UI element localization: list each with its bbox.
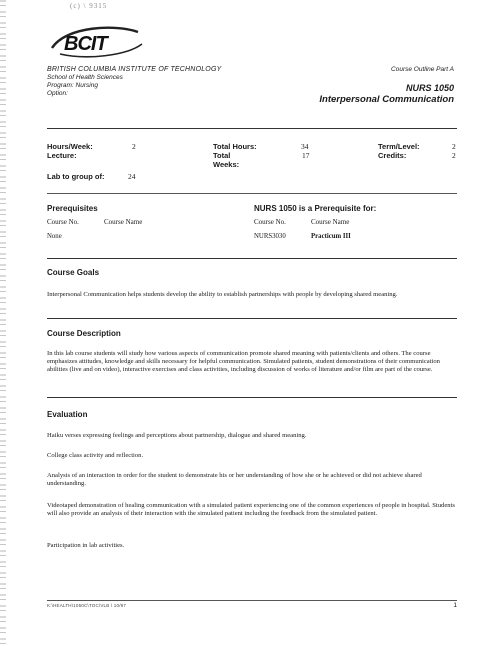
- footer-file-ref: K:\HEALTH\1050C\TOC\VLB \ 10/97: [47, 603, 127, 608]
- course-code: NURS 1050: [405, 83, 454, 93]
- page-number: 1: [453, 602, 457, 609]
- lecture-label: Lecture:: [47, 151, 77, 160]
- hours-week-value: 2: [132, 142, 136, 151]
- top-scan-mark: (c) \ 9315: [70, 2, 108, 10]
- evaluation-item-1: Haiku verses expressing feelings and perceptions about partnership, dialogue and shared meaning.: [47, 432, 307, 439]
- lab-group-value: 24: [128, 172, 136, 181]
- outline-part: Course Outline Part A: [391, 66, 454, 73]
- evaluation-item-4: Videotaped demonstration of healing communication with a simulated patient experiencing one of the common experiences of people in hospital. Students will also provide an analysis of their interaction with the simulated patient including the feedback from the simulated patient.: [47, 502, 455, 517]
- total-weeks-label-line1: Total: [213, 151, 231, 160]
- course-description-heading: Course Description: [47, 329, 121, 338]
- evaluation-heading: Evaluation: [47, 410, 88, 419]
- prereq-for-course-name-header: Course Name: [311, 218, 350, 226]
- bcit-logo-icon: [46, 24, 146, 60]
- institution-name: BRITISH COLUMBIA INSTITUTE OF TECHNOLOGY: [47, 66, 222, 73]
- course-title: Interpersonal Communication: [319, 94, 454, 105]
- hours-week-label: Hours/Week:: [47, 142, 93, 151]
- total-weeks-label-line2: Weeks:: [213, 160, 240, 169]
- institution-block: [47, 66, 221, 98]
- prerequisites-heading: Prerequisites: [47, 204, 98, 213]
- course-id-block: [319, 66, 454, 105]
- total-hours-value: 34: [301, 142, 309, 151]
- total-weeks-value: 17: [302, 151, 310, 160]
- scan-edge-artifact: [0, 0, 6, 646]
- prerequisite-for-heading: NURS 1050 is a Prerequisite for:: [254, 204, 377, 213]
- credits-label: Credits:: [378, 151, 407, 160]
- term-level-label: Term/Level:: [378, 142, 420, 151]
- prereq-for-course-no: NURS3030: [254, 233, 286, 240]
- course-goals-text: Interpersonal Communication helps students develop the ability to establish partnerships with people by developing shared meaning.: [47, 291, 398, 298]
- evaluation-item-5: Participation in lab activities.: [47, 542, 125, 549]
- footer-divider: [47, 600, 457, 601]
- evaluation-item-3: Analysis of an interaction in order for the student to demonstrate his or her understanding of how she or he achieved or did not achieve shared understanding.: [47, 472, 422, 487]
- svg-text:BCIT: BCIT: [64, 33, 107, 55]
- header-divider: [47, 128, 457, 129]
- lab-group-label: Lab to group of:: [47, 172, 105, 181]
- total-hours-label: Total Hours:: [213, 142, 257, 151]
- prereq-value: None: [47, 233, 62, 240]
- school-name: School of Health Sciences: [47, 74, 123, 81]
- prereq-for-course-no-header: Course No.: [254, 218, 286, 226]
- prereq-for-course-name: Practicum III: [311, 233, 351, 240]
- course-goals-heading: Course Goals: [47, 268, 100, 277]
- prereq-course-no-header: Course No.: [47, 218, 79, 226]
- info-divider: [47, 193, 457, 194]
- prereq-course-name-header: Course Name: [104, 218, 143, 226]
- evaluation-item-2: College class activity and reflection.: [47, 452, 144, 459]
- course-description-text: In this lab course students will study how various aspects of communication promote shared meaning with patients/clients and others. The course emphasizes attitudes, knowledge and skills necessary for helpful communication. Simulated patients, student demonstrations of their communication abilities (live and on video), interactive exercises and class activities, including discussion of works of literature and/or film are part of the course.: [47, 350, 440, 373]
- program-name: Program: Nursing: [47, 82, 98, 89]
- goals-divider: [47, 318, 457, 319]
- term-level-value: 2: [452, 142, 456, 151]
- credits-value: 2: [452, 151, 456, 160]
- option-label: Option:: [47, 90, 68, 97]
- description-divider: [47, 397, 457, 398]
- prereq-divider: [47, 258, 457, 259]
